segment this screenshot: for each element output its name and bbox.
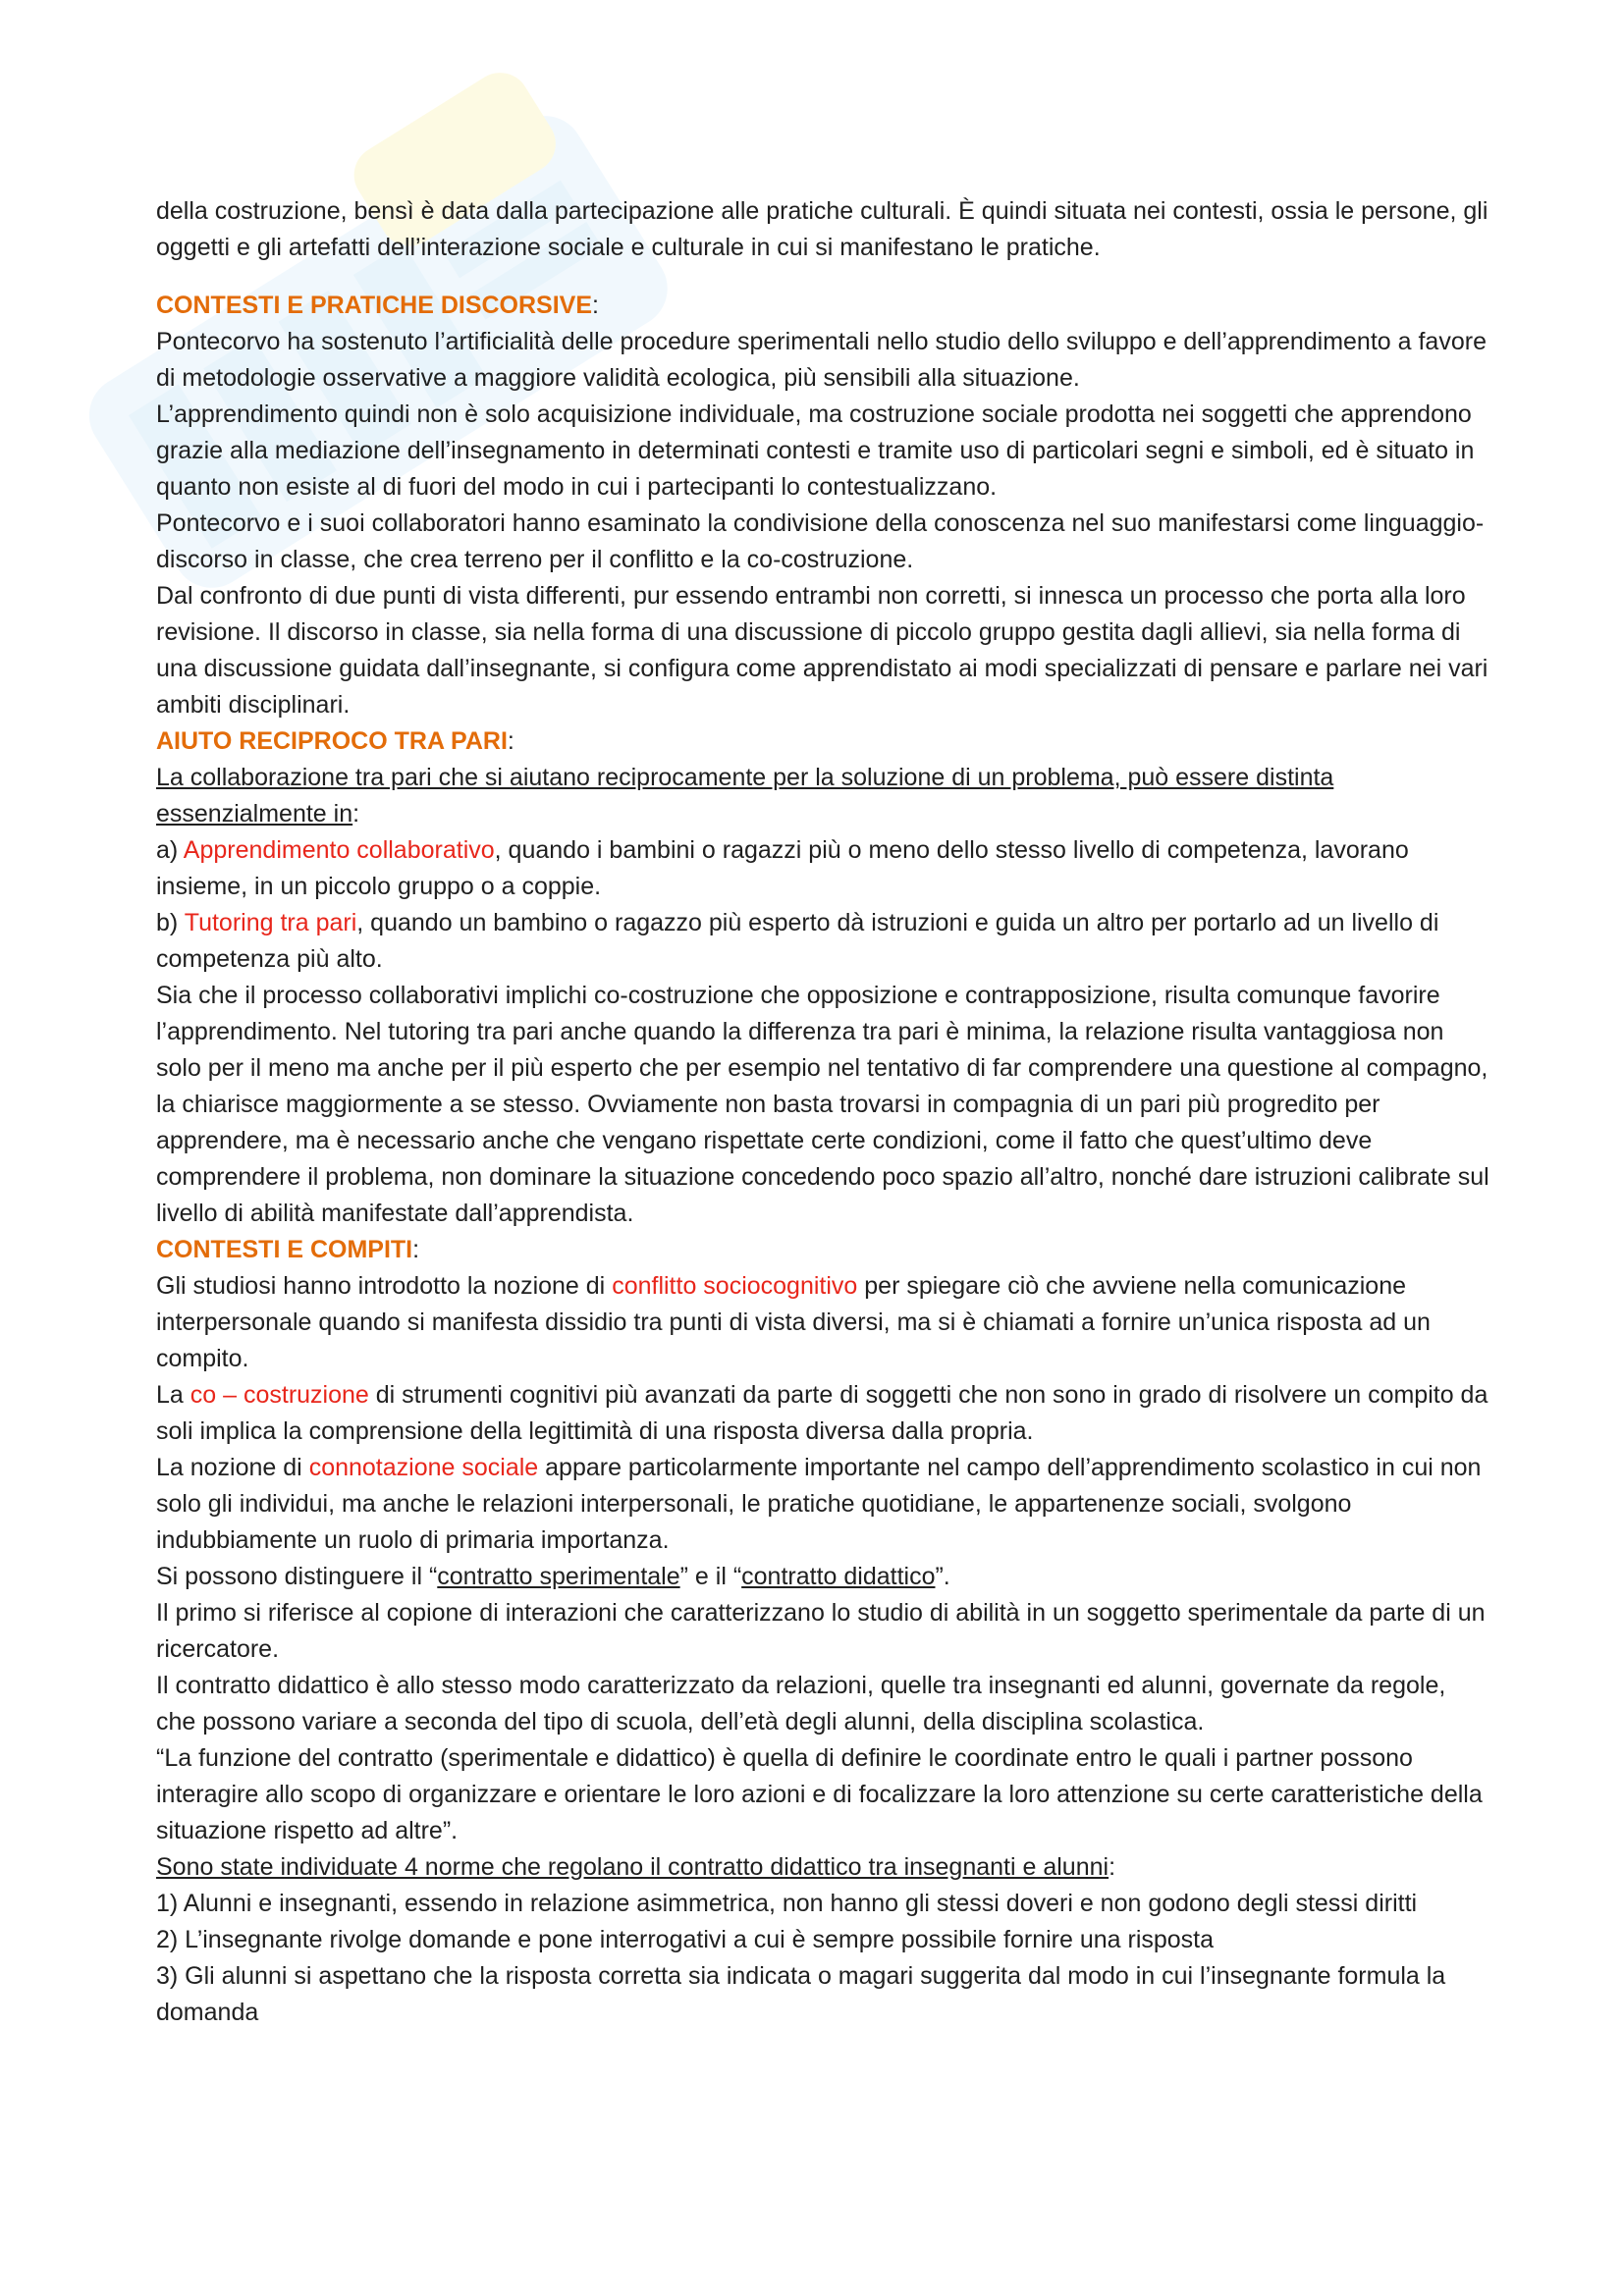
paragraph — [156, 1377, 1491, 1450]
heading-colon: : — [412, 1236, 420, 1263]
section-heading-aiuto — [156, 723, 1491, 760]
paragraph: Il primo si riferisce al copione di interazioni che caratterizzano lo studio di abilità in un soggetto sperimentale da parte di un ricercatore. — [156, 1599, 1486, 1663]
paragraph — [156, 1450, 1491, 1559]
text: appare particolarmente importante nel campo dell’apprendimento scolastico in cui non solo gli individui, ma anche le relazioni interpersonali, le pratiche quotidiane, le appartenenze sociali, svolgono indubbiamente un ruolo di primaria importanza. — [156, 1454, 1482, 1554]
paragraph — [156, 1268, 1491, 1377]
item-text: , quando un bambino o ragazzo più esperto dà istruzioni e guida un altro per portarlo ad un livello di competenza più alto. — [156, 909, 1439, 973]
text: di strumenti cognitivi più avanzati da parte di soggetti che non sono in grado di risolvere un compito da soli implica la comprensione della legittimità di una risposta diversa dalla propria. — [156, 1381, 1488, 1445]
paragraph: Pontecorvo e i suoi collaboratori hanno esaminato la condivisione della conoscenza nel suo manifestarsi come linguaggio-discorso in classe, che crea terreno per il conflitto e la co-costruzione. — [156, 509, 1485, 573]
paragraph — [156, 1849, 1491, 1886]
text: La — [156, 1381, 190, 1409]
heading-text: CONTESTI E COMPITI — [156, 1236, 413, 1263]
colon: : — [1109, 1853, 1116, 1881]
term-highlight: co – costruzione — [189, 1381, 369, 1409]
conclusion-text: Sia che il processo collaborativi implichi co-costruzione che opposizione e contrapposizione, risulta comunque favorire l’apprendimento. Nel tutoring tra pari anche quando la differenza tra pari è minima, la relazione risulta vantaggiosa non solo per il meno ma anche per il più esperto che per esempio nel tentativo di far comprendere una questione al compagno, la chiarisce maggiormente a se stesso. Ovviamente non basta trovarsi in compagnia di un pari più progredito per apprendere, ma è necessario anche che vengano rispettate certe condizioni, come il fatto che quest’ultimo deve comprendere il problema, non dominare la situazione concedendo poco spazio all’altro, nonché dare istruzioni calibrate sul livello di abilità manifestate dall’apprendista. — [156, 982, 1489, 1227]
term-highlight: connotazione sociale — [308, 1454, 539, 1481]
item-prefix: a) — [156, 836, 184, 864]
section-heading-contesti-compiti — [156, 1232, 1491, 1268]
spacer — [156, 266, 1491, 288]
underlined-intro: Sono state individuate 4 norme che regolano il contratto didattico tra insegnanti e alunni — [156, 1853, 1109, 1881]
paragraph — [156, 1559, 1491, 1595]
list-item — [156, 832, 1491, 905]
term-highlight: Apprendimento collaborativo — [183, 836, 495, 864]
text: ”. — [935, 1563, 950, 1590]
text: Si possono distinguere il “ — [156, 1563, 438, 1590]
intro-paragraph: della costruzione, bensì è data dalla partecipazione alle pratiche culturali. È quindi situata nei contesti, ossia le persone, gli oggetti e gli artefatti dell’interazione sociale e culturale in cui si manifestano le pratiche. — [156, 197, 1488, 261]
list-item: 3) Gli alunni si aspettano che la risposta corretta sia indicata o magari suggerita dal modo in cui l’insegnante formula la domanda — [156, 1962, 1446, 2026]
underlined-term: contratto didattico — [741, 1563, 936, 1590]
paragraph: Dal confronto di due punti di vista differenti, pur essendo entrambi non corretti, si innesca un processo che porta alla loro revisione. Il discorso in classe, sia nella forma di una discussione di piccolo gruppo gestita dagli allievi, sia nella forma di una discussione guidata dall’insegnante, si configura come apprendistato ai modi specializzati di pensare e parlare nei vari ambiti disciplinari. — [156, 582, 1488, 719]
colon: : — [352, 800, 360, 828]
term-highlight: Tutoring tra pari — [184, 909, 357, 936]
paragraph — [156, 760, 1491, 832]
heading-text: AIUTO RECIPROCO TRA PARI — [156, 727, 508, 755]
term-highlight: conflitto sociocognitivo — [612, 1272, 858, 1300]
item-prefix: b) — [156, 909, 185, 936]
document-page — [156, 193, 1491, 2031]
item-text: , quando i bambini o ragazzi più o meno dello stesso livello di competenza, lavorano insieme, in un piccolo gruppo o a coppie. — [156, 836, 1409, 900]
paragraph: Il contratto didattico è allo stesso modo caratterizzato da relazioni, quelle tra insegnanti ed alunni, governate da regole, che possono variare a seconda del tipo di scuola, dell’età degli alunni, della disciplina scolastica. — [156, 1672, 1446, 1735]
section-heading-contesti-pratiche — [156, 288, 1491, 324]
heading-colon: : — [507, 727, 514, 755]
underlined-intro: La collaborazione tra pari che si aiutano reciprocamente per la soluzione di un problema, può essere distinta essenzialmente in — [156, 764, 1334, 828]
paragraph — [156, 978, 1491, 1232]
text: ” e il “ — [679, 1563, 742, 1590]
paragraph: Pontecorvo ha sostenuto l’artificialità delle procedure sperimentali nello studio dello sviluppo e dell’apprendimento a favore di metodologie osservative a maggiore validità ecologica, più sensibili alla situazione. — [156, 328, 1487, 392]
text: Gli studiosi hanno introdotto la nozione di — [156, 1272, 613, 1300]
heading-text: CONTESTI E PRATICHE DISCORSIVE — [156, 292, 593, 319]
heading-colon: : — [592, 292, 599, 319]
paragraph: L’apprendimento quindi non è solo acquisizione individuale, ma costruzione sociale prodotta nei soggetti che apprendono grazie alla mediazione dell’insegnamento in determinati contesti e tramite uso di particolari segni e simboli, ed è situato in quanto non esiste al di fuori del modo in cui i partecipanti lo contestualizzano. — [156, 400, 1475, 501]
list-item: 1) Alunni e insegnanti, essendo in relazione asimmetrica, non hanno gli stessi doveri e non godono degli stessi diritti — [156, 1890, 1418, 1917]
text: La nozione di — [156, 1454, 309, 1481]
list-item — [156, 905, 1491, 978]
text: per spiegare ciò che avviene nella comunicazione interpersonale quando si manifesta dissidio tra punti di vista diversi, ma si è chiamati a fornire un’unica risposta ad un compito. — [156, 1272, 1431, 1372]
underlined-term: contratto sperimentale — [437, 1563, 680, 1590]
list-item: 2) L’insegnante rivolge domande e pone interrogativi a cui è sempre possibile fornire una risposta — [156, 1926, 1215, 1953]
paragraph: “La funzione del contratto (sperimentale e didattico) è quella di definire le coordinate entro le quali i partner possono interagire allo scopo di organizzare e orientare le loro azioni e di focalizzare la loro attenzione su certe caratteristiche della situazione rispetto ad altre”. — [156, 1744, 1483, 1844]
